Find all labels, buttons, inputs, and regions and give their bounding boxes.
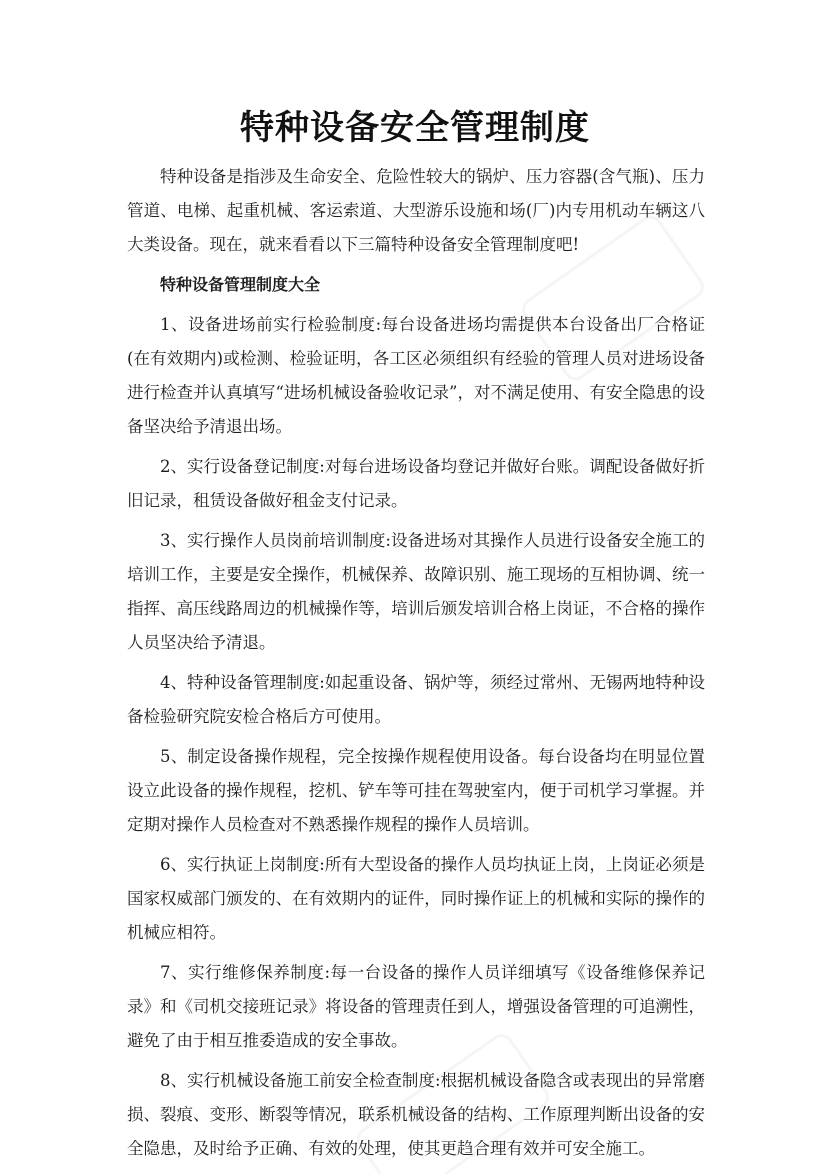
rule-item-6: 6、实行执证上岗制度:所有大型设备的操作人员均执证上岗，上岗证必须是国家权威部门颁发的、在有效期内的证件，同时操作证上的机械和实际的操作的机械应相符。	[127, 855, 705, 942]
intro-paragraph: 特种设备是指涉及生命安全、危险性较大的锅炉、压力容器(含气瓶)、压力管道、电梯、起重机械、客运索道、大型游乐设施和场(厂)内专用机动车辆这八大类设备。现在，就来看看以下三篇特种设备安全管理制度吧!	[127, 167, 705, 254]
document-title: 特种设备安全管理制度	[240, 108, 590, 148]
rule-item-8: 8、实行机械设备施工前安全检查制度:根据机械设备隐含或表现出的异常磨损、裂痕、变形、断裂等情况，联系机械设备的结构、工作原理判断出设备的安全隐患，及时给予正确、有效的处理，使其更趋合理有效并可安全施工。	[127, 1071, 705, 1158]
section-heading: 特种设备管理制度大全	[160, 275, 321, 294]
rule-item-2: 2、实行设备登记制度:对每台进场设备均登记并做好台账。调配设备做好折旧记录，租赁设备做好租金支付记录。	[127, 457, 705, 510]
rule-item-3: 3、实行操作人员岗前培训制度:设备进场对其操作人员进行设备安全施工的培训工作，主要是安全操作，机械保养、故障识别、施工现场的互相协调、统一指挥、高压线路周边的机械操作等，培训后颁发培训合格上岗证，不合格的操作人员坚决给予清退。	[127, 531, 705, 652]
document-body	[127, 160, 705, 1172]
rule-item-4: 4、特种设备管理制度:如起重设备、锅炉等，须经过常州、无锡两地特种设备检验研究院安检合格后方可使用。	[127, 673, 705, 726]
rule-item-7: 7、实行维修保养制度:每一台设备的操作人员详细填写《设备维修保养记录》和《司机交接班记录》将设备的管理责任到人，增强设备管理的可追溯性，避免了由于相互推委造成的安全事故。	[127, 963, 705, 1050]
rule-item-1: 1、设备进场前实行检验制度:每台设备进场均需提供本台设备出厂合格证(在有效期内)或检测、检验证明，各工区必须组织有经验的管理人员对进场设备进行检查并认真填写“进场机械设备验收记录”，对不满足使用、有安全隐患的设备坚决给予清退出场。	[127, 315, 705, 436]
rule-item-5: 5、制定设备操作规程，完全按操作规程使用设备。每台设备均在明显位置设立此设备的操作规程，挖机、铲车等可挂在驾驶室内，便于司机学习掌握。并定期对操作人员检查对不熟悉操作规程的操作人员培训。	[127, 747, 705, 834]
